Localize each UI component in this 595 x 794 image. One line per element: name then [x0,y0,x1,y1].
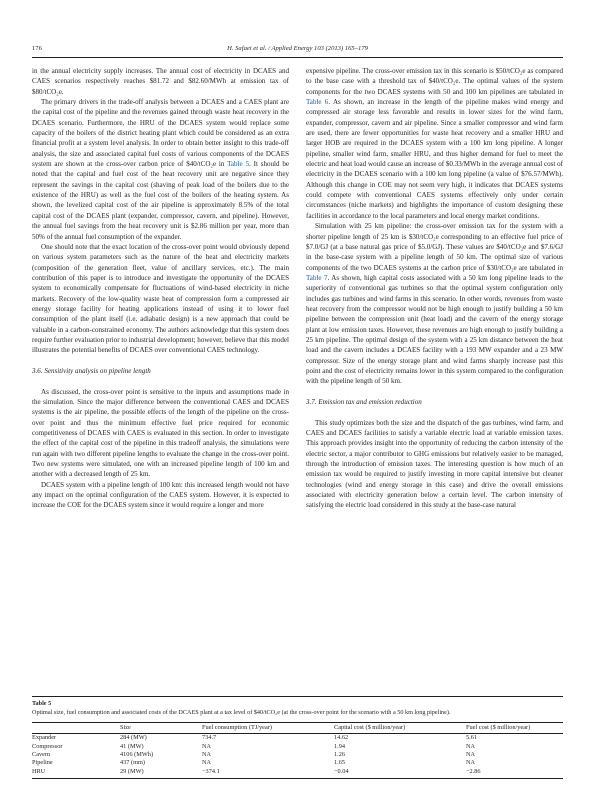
header-rule [32,57,563,58]
table-cell: NA [202,759,212,767]
paragraph: One should note that the exact location of the cross-over point would obviously depend on various system parameters such as the nature of the heat and electricity markets (composition of the generation fleet, value of ancillary services, etc.). The main contribution of this paper is to introduce and investigate the opportunity of the DCAES system to economically compensate for fluctuations of wind-based electricity in niche markets. Recovery of the low-quality waste heat of compression form a compressed air energy storage facility for heating applications instead of using it to lower fuel consumption of the plant itself (i.e. adiabatic design) is a new approach that could be valuable in a carbon-constrained economy. The authors acknowledge that this system does require further evaluation prior to industrial development; however, believe that this model illustrates the potential benefits of DCAES over conventional CAES technology. [32,242,289,355]
table-6-link[interactable]: Table 6 [306,98,329,107]
table-cell: Compressor [32,742,63,750]
table-cell: −0.04 [334,768,466,779]
table-cell: NA [466,750,476,758]
table-caption [32,700,563,717]
right-column [306,66,563,511]
table-7-link[interactable]: Table 7 [306,273,328,282]
table-cell: −374.1 [202,768,334,779]
table-top-rule [32,696,563,697]
table-cell: 4106 (MWh) [120,750,154,758]
table-row [32,759,563,767]
table-cell: 29 (MW) [120,768,202,779]
running-header [32,45,563,55]
table-cell: 1.65 [334,759,346,767]
page-number: 176 [32,45,42,52]
table-header-cell [32,723,120,734]
table-cell: HRU [32,768,120,779]
table-row [32,734,563,743]
table-cell: −2.86 [466,768,563,779]
paragraph: in the annual electricity supply increases. The annual cost of electricity in DCAES and CAES scenarios respectively reaches $81.72 and $82.60/MWh at emission tax of $80/tCO₂e. [32,67,289,96]
table-5 [32,722,563,779]
section-heading: 3.7. Emission tax and emission reduction [306,398,422,406]
table-cell: 734.7 [202,734,217,742]
table-cell: Pipeline [32,759,53,767]
left-column [32,66,289,511]
paragraph: DCAES system with a pipeline length of 100 km: this increased length would not have any impact on the optimal configuration of the CAES system. However, it is expected to increase the COE for the DCAES system since it would require a longer and more [32,480,289,510]
table-cell: 1.26 [334,750,346,758]
section-heading: 3.6. Sensitivity analysis on pipeline length [32,366,151,375]
table-cell: 5.61 [466,734,478,742]
table-cell: Expander [32,734,57,742]
paragraph: As discussed, the cross-over point is sensitive to the inputs and assumptions made in the simulation. Since the major difference between the conventional CAES and DCAES systems is the air pipeline, the possible effects of the length of the pipeline on the cross-over point and thus the minimum effective fuel price required for economic competitiveness of DCAES with CAES is evaluated in this section. In order to investigate the effect of the capital cost of the pipeline in this tradeoff analysis, the simulations were run again with two different pipeline lengths to evaluate the change in the cross-over point. Two new systems were simulated, one with an increased pipeline length of 100 km and another with a decreased length of 25 km. [32,387,289,479]
table-caption-text: Optimal size, fuel consumption and associated costs of the DCAES plant at a tax level of $40/tCO₂e (at the cross-over point for the scenario with a 50 km long pipeline). [32,708,451,716]
table-cell: 284 (MW) [120,734,147,742]
paragraph: The primary drivers in the trade-off analysis between a DCAES and a CAES plant are the capital cost of the pipeline and the revenues gained through waste heat recovery in the DCAES scenario. Furthermore, the HRU of the DCAES system would replace some capacity of the boilers of the district heating plant which could be considered as an extra financial profit at a system level analysis. In order to obtain better insight to this trade-off analysis, the size and associated capital fuel costs of various components of the DCAES system are shown at the cross-over carbon price of $40/tCO₂e in Table 5. It should be noted that the capital and fuel cost of the heat recovery unit are negative since they represent the savings in the capital cost (shaving of peak load of the boilers due to the existence of the HRU) as well as the fuel cost of the boilers of the heating system. As shown, the levelized capital cost of the air pipeline is approximately 8.5% of the total capital cost of the DCAES plant (expander, compressor, cavern, and pipeline). However, the annual fuel savings from the heat recovery unit is $2.86 million per year, more than 50% of the annual fuel consumption of the expander. [32,98,289,241]
table-cell: 1.94 [334,742,346,750]
table-5-link[interactable]: Table 5 [227,160,249,169]
table-cell: 14.62 [334,734,349,742]
table-header-cell: Fuel cost ($ million/year) [466,723,563,734]
table-cell: NA [466,759,476,767]
paragraph: expensive pipeline. The cross-over emission tax in this scenario is $50/tCO₂e as compared to the base case with a threshold tax of $40/tCO₂e. The optimal values of the system components for the two DCAES systems with 50 and 100 km pipelines are tabulated in Table 6. As shown, an increase in the length of the pipeline makes wind energy and compressed air storage less favorable and results in lower sizes for the wind farm, expander, compressor, cavern and air pipeline. Since a smaller compressor and wind farm are used, there are fewer opportunities for waste heat recovery and a smaller HRU and larger HOB are required in the DCAES system with a 100 km long pipeline. A longer pipeline, smaller wind farm, smaller HRU, and thus higher demand for fuel to meet the electric and heat load would cause an increase of $0.33/MWh in the average annual cost of electricity in the DCAES scenario with a 100 km long pipeline (a value of $76.57/MWh). Although this change in COE may not seem very high, it indicates that DCAES systems could compete with conventional CAES systems effectively only under certain circumstances (niche markets) and highlights the importance of custom designing these facilities in accordance to the local parameters and local energy market conditions. [306,67,563,220]
journal-citation: H. Safaei et al. / Applied Energy 103 (2013) 165–179 [227,45,368,52]
table-row [32,751,563,759]
table-cell: Cavern [32,750,51,758]
table-row [32,768,563,779]
table-cell: NA [202,750,212,758]
paragraph: Simulation with 25 km pipeline: the cross-over emission tax for the system with a shorter pipeline length of 25 km is $30/tCO₂e corresponding to an effective fuel price of $7.0/GJ (at a base natural gas price of $5.0/GJ). These values are $40/tCO₂e and $7.6/GJ in the base-case system with a pipeline length of 50 km. The optimal size of various components of the two DCAES systems at the carbon price of $30/tCO₂e are tabulated in Table 7. As shown, high capital costs associated with a 50 km long pipeline leads to the superiority of conventional gas turbines so that the optimal system configuration only includes gas turbines and wind farms in this scenario. In other words, revenues from waste heat recovery from the compressor would not be high enough to justify building a 50 km pipeline between the compression unit (heat load) and the cavern of the energy storage plant at low emission taxes. However, these revenues are high enough to justify building a 25 km pipeline. The optimal design of the system with a 25 km distance between the heat load and the cavern includes a DCAES facility with a 193 MW expander and a 23 MW compressor. Size of the energy storage plant and wind farms sharply increase past this point and the cost of electricity remains lower in this system compared to the configuration with the pipeline length of 50 km. [306,222,563,386]
table-cell: NA [202,742,212,750]
table-cell: 41 (MW) [120,742,144,750]
table-cell: NA [466,742,476,750]
table-header-cell: Capital cost ($ million/year) [334,723,466,734]
paragraph: This study optimizes both the size and the dispatch of the gas turbines, wind farm, and CAES and DCAES facilities to satisfy a variable electric load at variable emission taxes. This approach provides insight into the opportunity of reducing the carbon intensity of the electric sector, a major contributor to GHG emissions but relatively easier to be managed, through the introduction of emission taxes. The interesting question is how much of an emission tax would be required to justify investing in more capital intensive but cleaner technologies (wind and energy storage in this case) and drive the overall emissions associated with electricity generation below a certain level. The carbon intensity of satisfying the electric load considered in this study at the base-case natural [306,418,563,510]
table-header-row [32,723,563,734]
table-header-cell: Size [120,723,202,734]
table-row [32,742,563,750]
table-title: Table 5 [32,700,52,707]
table-header-cell: Fuel consumption (TJ/year) [202,723,334,734]
table-cell: 437 (mm) [120,759,146,767]
